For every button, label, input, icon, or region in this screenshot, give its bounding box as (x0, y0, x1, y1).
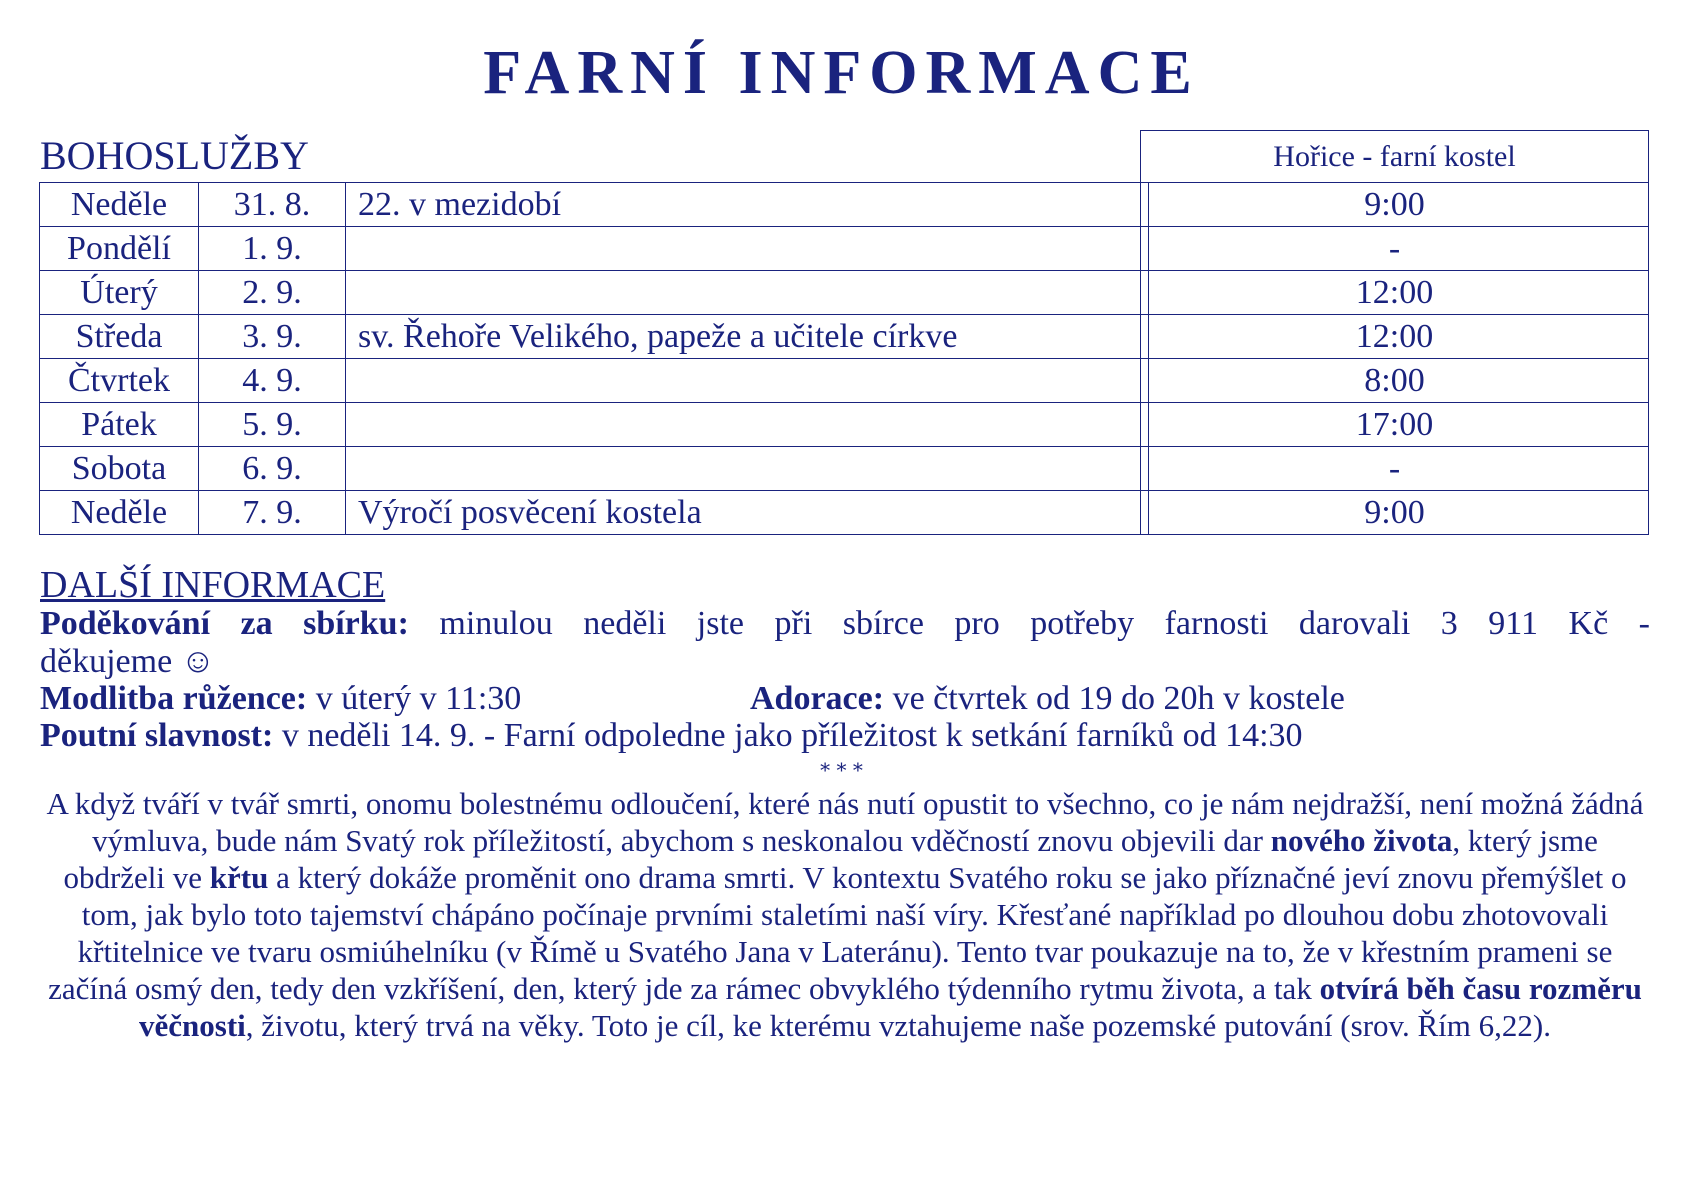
para-bold-3: otvírá běh času rozměru věčnosti (139, 971, 1642, 1043)
day-cell: Čtvrtek (40, 359, 199, 403)
time-cell: - (1141, 227, 1649, 271)
desc-cell (346, 359, 1149, 403)
date-cell: 7. 9. (199, 491, 346, 535)
time-cell: 8:00 (1141, 359, 1649, 403)
info-heading: DALŠÍ INFORMACE (40, 564, 386, 606)
rosary-item (40, 680, 521, 717)
rosary-adoration-note (40, 680, 1650, 718)
rosary-label: Modlitba růžence: (40, 680, 308, 717)
time-cell: 9:00 (1141, 491, 1649, 535)
table-row (1141, 227, 1649, 271)
desc-cell: 22. v mezidobí (346, 183, 1149, 227)
desc-cell (346, 447, 1149, 491)
date-cell: 6. 9. (199, 447, 346, 491)
table-row (40, 183, 1149, 227)
date-cell: 4. 9. (199, 359, 346, 403)
adoration-label: Adorace: (750, 680, 885, 717)
thanks-note (40, 605, 1650, 681)
table-row (40, 315, 1149, 359)
date-cell: 31. 8. (199, 183, 346, 227)
table-row (40, 403, 1149, 447)
para-text-2: , který jsme obdrželi ve (63, 823, 1598, 895)
desc-cell (346, 227, 1149, 271)
table-row (40, 271, 1149, 315)
reflection-paragraph (45, 785, 1645, 1044)
para-text-3: a který dokáže proměnit ono drama smrti. V kontextu Svatého roku se jako příznačné jeví znovu přemýšlet o tom, jak bylo toto tajemství chápáno počínaje prvními staletími naší víry. Křesťané například po dlouhou dobu zhotovovali křtitelnice ve tvaru osmiúhelníku (v Římě u Svatého Jana v Lateránu). Tento tvar poukazuje na to, že v křestním prameni se začíná osmý den, tedy den vzkříšení, den, který jde za rámec obvyklého týdenního rytmu života, a tak (48, 860, 1627, 1006)
table-row (1141, 491, 1649, 535)
desc-cell: Výročí posvěcení kostela (346, 491, 1149, 535)
separator: * * * (820, 758, 863, 782)
date-cell: 1. 9. (199, 227, 346, 271)
services-heading: BOHOSLUŽBY (40, 133, 309, 178)
thanks-text-2: děkujeme ☺ (40, 643, 216, 680)
time-cell: 12:00 (1141, 315, 1649, 359)
location-header: Hořice - farní kostel (1141, 131, 1649, 183)
time-cell: - (1141, 447, 1649, 491)
table-row (1141, 315, 1649, 359)
page-title: FARNÍ INFORMACE (483, 39, 1200, 107)
date-cell: 5. 9. (199, 403, 346, 447)
adoration-item (750, 680, 1345, 718)
day-cell: Pondělí (40, 227, 199, 271)
table-row (1141, 447, 1649, 491)
day-cell: Pátek (40, 403, 199, 447)
thanks-label: Poděkování za sbírku: (40, 605, 409, 642)
day-cell: Úterý (40, 271, 199, 315)
para-text-4: , životu, který trvá na věky. Toto je cíl, ke kterému vztahujeme naše pozemské putování (srov. Řím 6,22). (245, 1008, 1551, 1043)
pilgrim-text: v neděli 14. 9. - Farní odpoledne jako příležitost k setkání farníků od 14:30 (273, 717, 1303, 754)
thanks-text: minulou neděli jste při sbírce pro potřeby farnosti darovali 3 911 Kč - (408, 605, 1650, 642)
time-cell: 12:00 (1141, 271, 1649, 315)
pilgrim-note (40, 717, 1650, 755)
adoration-text: ve čtvrtek od 19 do 20h v kostele (884, 680, 1345, 717)
table-row (40, 447, 1149, 491)
table-row (1141, 403, 1649, 447)
table-row (1141, 183, 1649, 227)
time-cell: 9:00 (1141, 183, 1649, 227)
table-row (1141, 131, 1649, 183)
day-cell: Neděle (40, 183, 199, 227)
para-bold-2: křtu (209, 860, 269, 895)
times-table (1140, 130, 1649, 535)
pilgrim-label: Poutní slavnost: (40, 717, 274, 754)
desc-cell (346, 271, 1149, 315)
table-row (40, 227, 1149, 271)
table-row (1141, 359, 1649, 403)
desc-cell: sv. Řehoře Velikého, papeže a učitele církve (346, 315, 1149, 359)
date-cell: 2. 9. (199, 271, 346, 315)
date-cell: 3. 9. (199, 315, 346, 359)
table-row (1141, 271, 1649, 315)
table-row (40, 491, 1149, 535)
time-cell: 17:00 (1141, 403, 1649, 447)
para-bold-1: nového života (1270, 823, 1453, 858)
table-row (40, 359, 1149, 403)
desc-cell (346, 403, 1149, 447)
day-cell: Neděle (40, 491, 199, 535)
services-table (39, 182, 1149, 535)
day-cell: Sobota (40, 447, 199, 491)
rosary-text: v úterý v 11:30 (307, 680, 522, 717)
para-text-1: A když tváří v tvář smrti, onomu bolestnému odloučení, které nás nutí opustit to všechno, co je nám nejdražší, není možná žádná výmluva, bude nám Svatý rok příležitostí, abychom s neskonalou vděčností znovu objevili dar (46, 786, 1644, 858)
day-cell: Středa (40, 315, 199, 359)
thanks-line (40, 605, 1650, 643)
